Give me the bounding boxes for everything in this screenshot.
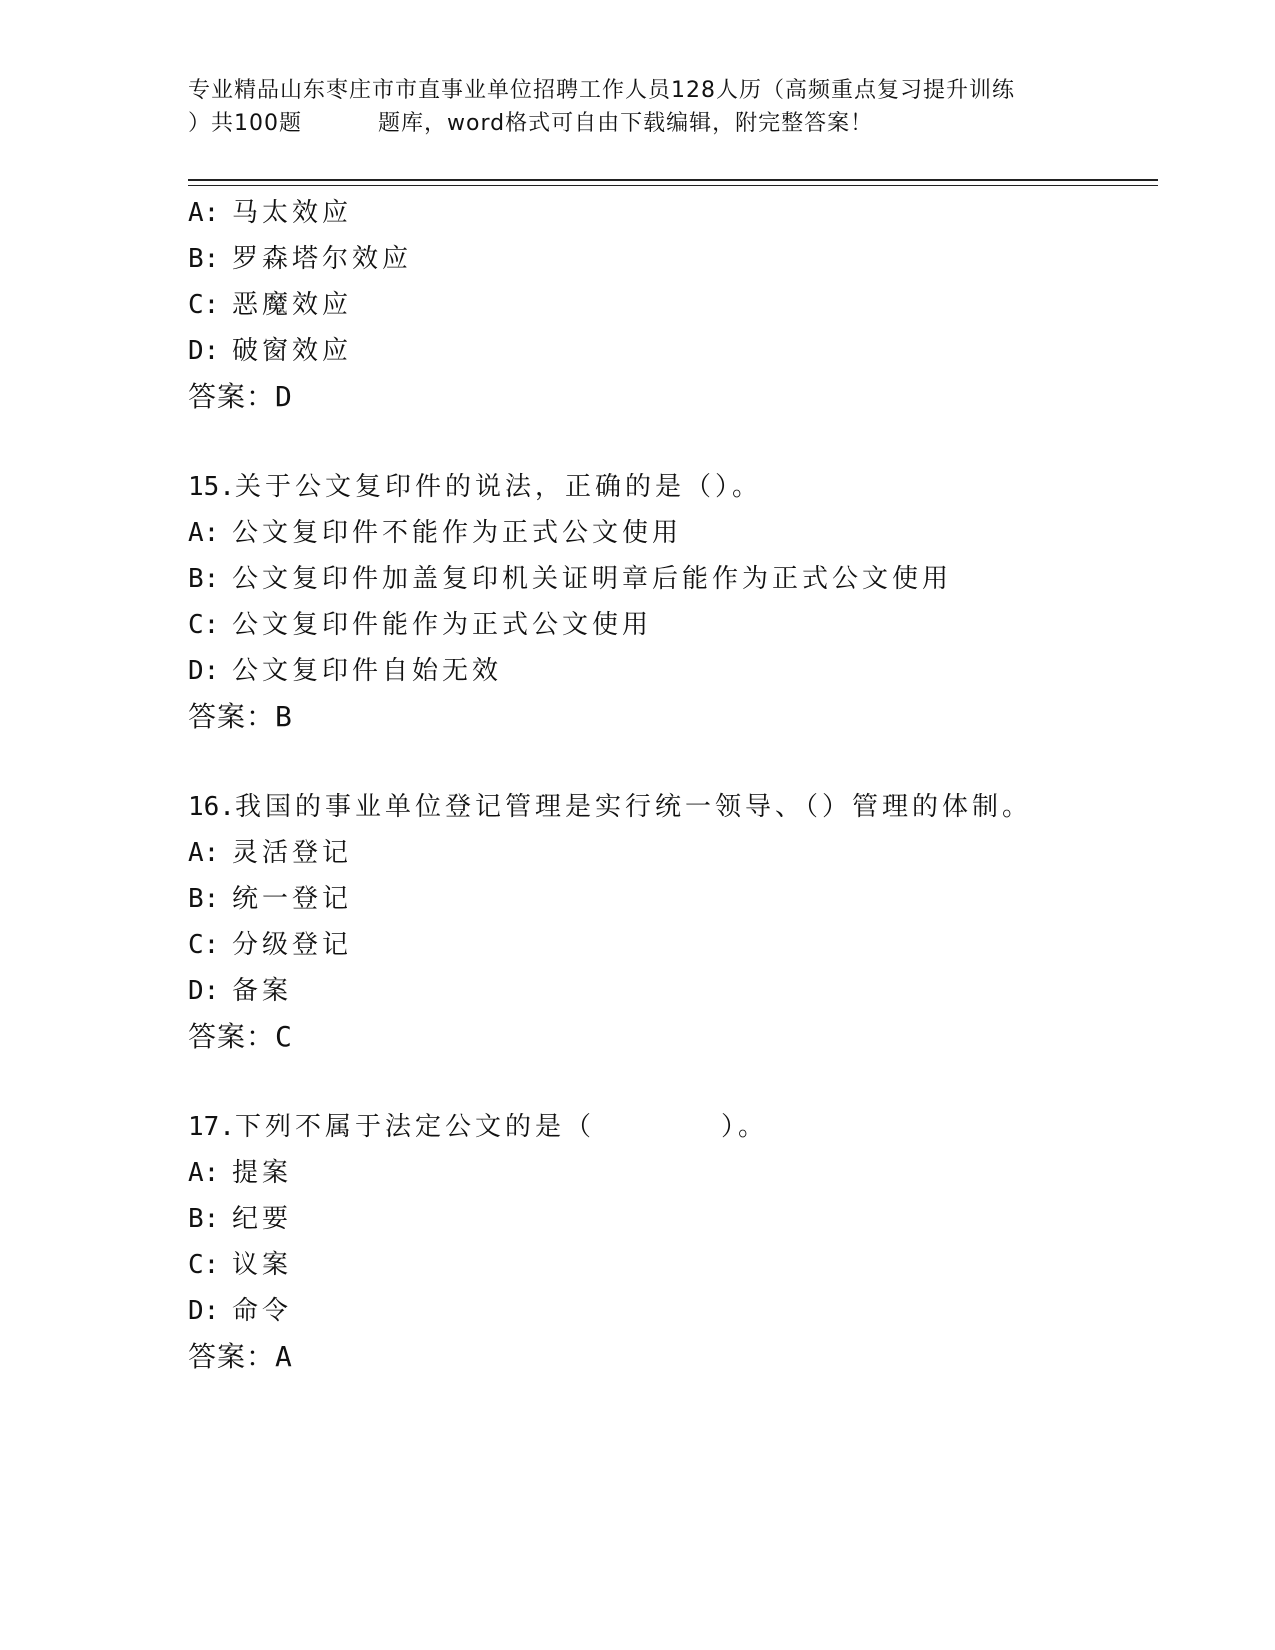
header-line-2a: ）共100题 bbox=[188, 111, 302, 136]
option-row bbox=[188, 282, 1158, 328]
header-line-2 bbox=[188, 107, 1088, 140]
header-rule-thick bbox=[188, 179, 1158, 181]
answer-label: 答案： bbox=[188, 1340, 276, 1373]
option-row bbox=[188, 1196, 1158, 1242]
question-stem bbox=[188, 784, 1158, 830]
option-key: B: bbox=[188, 244, 220, 274]
answer-value: C bbox=[275, 1020, 293, 1053]
answer-line bbox=[188, 694, 1158, 740]
option-text: 灵活登记 bbox=[232, 838, 353, 868]
answer-value: B bbox=[275, 700, 293, 733]
question-block-15 bbox=[188, 464, 1158, 740]
question-stem bbox=[188, 1104, 1158, 1150]
option-key: B: bbox=[188, 884, 220, 914]
option-row bbox=[188, 602, 1158, 648]
answer-line bbox=[188, 374, 1158, 420]
document-header bbox=[188, 74, 1088, 140]
question-text-after: ）。 bbox=[720, 1112, 768, 1142]
option-text: 分级登记 bbox=[232, 930, 353, 960]
option-text: 公文复印件自始无效 bbox=[232, 656, 503, 686]
option-row bbox=[188, 922, 1158, 968]
option-key: A: bbox=[188, 1158, 220, 1188]
option-key: D: bbox=[188, 1296, 220, 1326]
option-row bbox=[188, 648, 1158, 694]
option-row bbox=[188, 328, 1158, 374]
answer-label: 答案： bbox=[188, 700, 276, 733]
option-key: C: bbox=[188, 610, 220, 640]
option-row bbox=[188, 190, 1158, 236]
option-text: 公文复印件不能作为正式公文使用 bbox=[232, 518, 683, 548]
option-text: 公文复印件能作为正式公文使用 bbox=[232, 610, 653, 640]
option-row bbox=[188, 1150, 1158, 1196]
option-key: B: bbox=[188, 1204, 220, 1234]
option-key: D: bbox=[188, 656, 220, 686]
option-row bbox=[188, 968, 1158, 1014]
question-list bbox=[188, 190, 1158, 1380]
option-text: 恶魔效应 bbox=[232, 290, 353, 320]
option-key: A: bbox=[188, 198, 220, 228]
question-stem bbox=[188, 464, 1158, 510]
answer-label: 答案： bbox=[188, 380, 276, 413]
answer-line bbox=[188, 1014, 1158, 1060]
option-text: 提案 bbox=[232, 1158, 293, 1188]
question-text-before: 下列不属于法定公文的是（ bbox=[234, 1112, 595, 1142]
option-key: C: bbox=[188, 1250, 220, 1280]
option-key: C: bbox=[188, 930, 220, 960]
option-row bbox=[188, 1288, 1158, 1334]
question-block-17 bbox=[188, 1104, 1158, 1380]
question-block-prev bbox=[188, 190, 1158, 420]
option-key: A: bbox=[188, 518, 220, 548]
option-text: 公文复印件加盖复印机关证明章后能作为正式公文使用 bbox=[232, 564, 953, 594]
option-text: 破窗效应 bbox=[232, 336, 353, 366]
option-row bbox=[188, 510, 1158, 556]
option-text: 议案 bbox=[232, 1250, 293, 1280]
option-text: 马太效应 bbox=[232, 198, 353, 228]
option-key: C: bbox=[188, 290, 220, 320]
option-text: 纪要 bbox=[232, 1204, 293, 1234]
option-text: 命令 bbox=[232, 1296, 293, 1326]
header-line-1: 专业精品山东枣庄市市直事业单位招聘工作人员128人历（高频重点复习提升训练 bbox=[188, 78, 1015, 103]
option-key: B: bbox=[188, 564, 220, 594]
option-row bbox=[188, 556, 1158, 602]
question-text: 关于公文复印件的说法，正确的是（）。 bbox=[234, 472, 762, 502]
option-text: 罗森塔尔效应 bbox=[232, 244, 413, 274]
answer-label: 答案： bbox=[188, 1020, 276, 1053]
question-number: 17. bbox=[188, 1112, 235, 1142]
option-key: D: bbox=[188, 976, 220, 1006]
option-text: 统一登记 bbox=[232, 884, 353, 914]
option-text: 备案 bbox=[232, 976, 293, 1006]
option-row bbox=[188, 876, 1158, 922]
option-row bbox=[188, 830, 1158, 876]
header-rule-thin bbox=[188, 185, 1158, 186]
option-row bbox=[188, 236, 1158, 282]
answer-value: A bbox=[275, 1340, 293, 1373]
question-block-16 bbox=[188, 784, 1158, 1060]
option-key: D: bbox=[188, 336, 220, 366]
answer-value: D bbox=[275, 380, 293, 413]
question-text: 我国的事业单位登记管理是实行统一领导、（）管理的体制。 bbox=[234, 792, 1032, 822]
question-number: 15. bbox=[188, 472, 235, 502]
option-row bbox=[188, 1242, 1158, 1288]
option-key: A: bbox=[188, 838, 220, 868]
question-number: 16. bbox=[188, 792, 235, 822]
answer-line bbox=[188, 1334, 1158, 1380]
header-line-2b: 题库，word格式可自由下载编辑，附完整答案！ bbox=[378, 111, 874, 136]
